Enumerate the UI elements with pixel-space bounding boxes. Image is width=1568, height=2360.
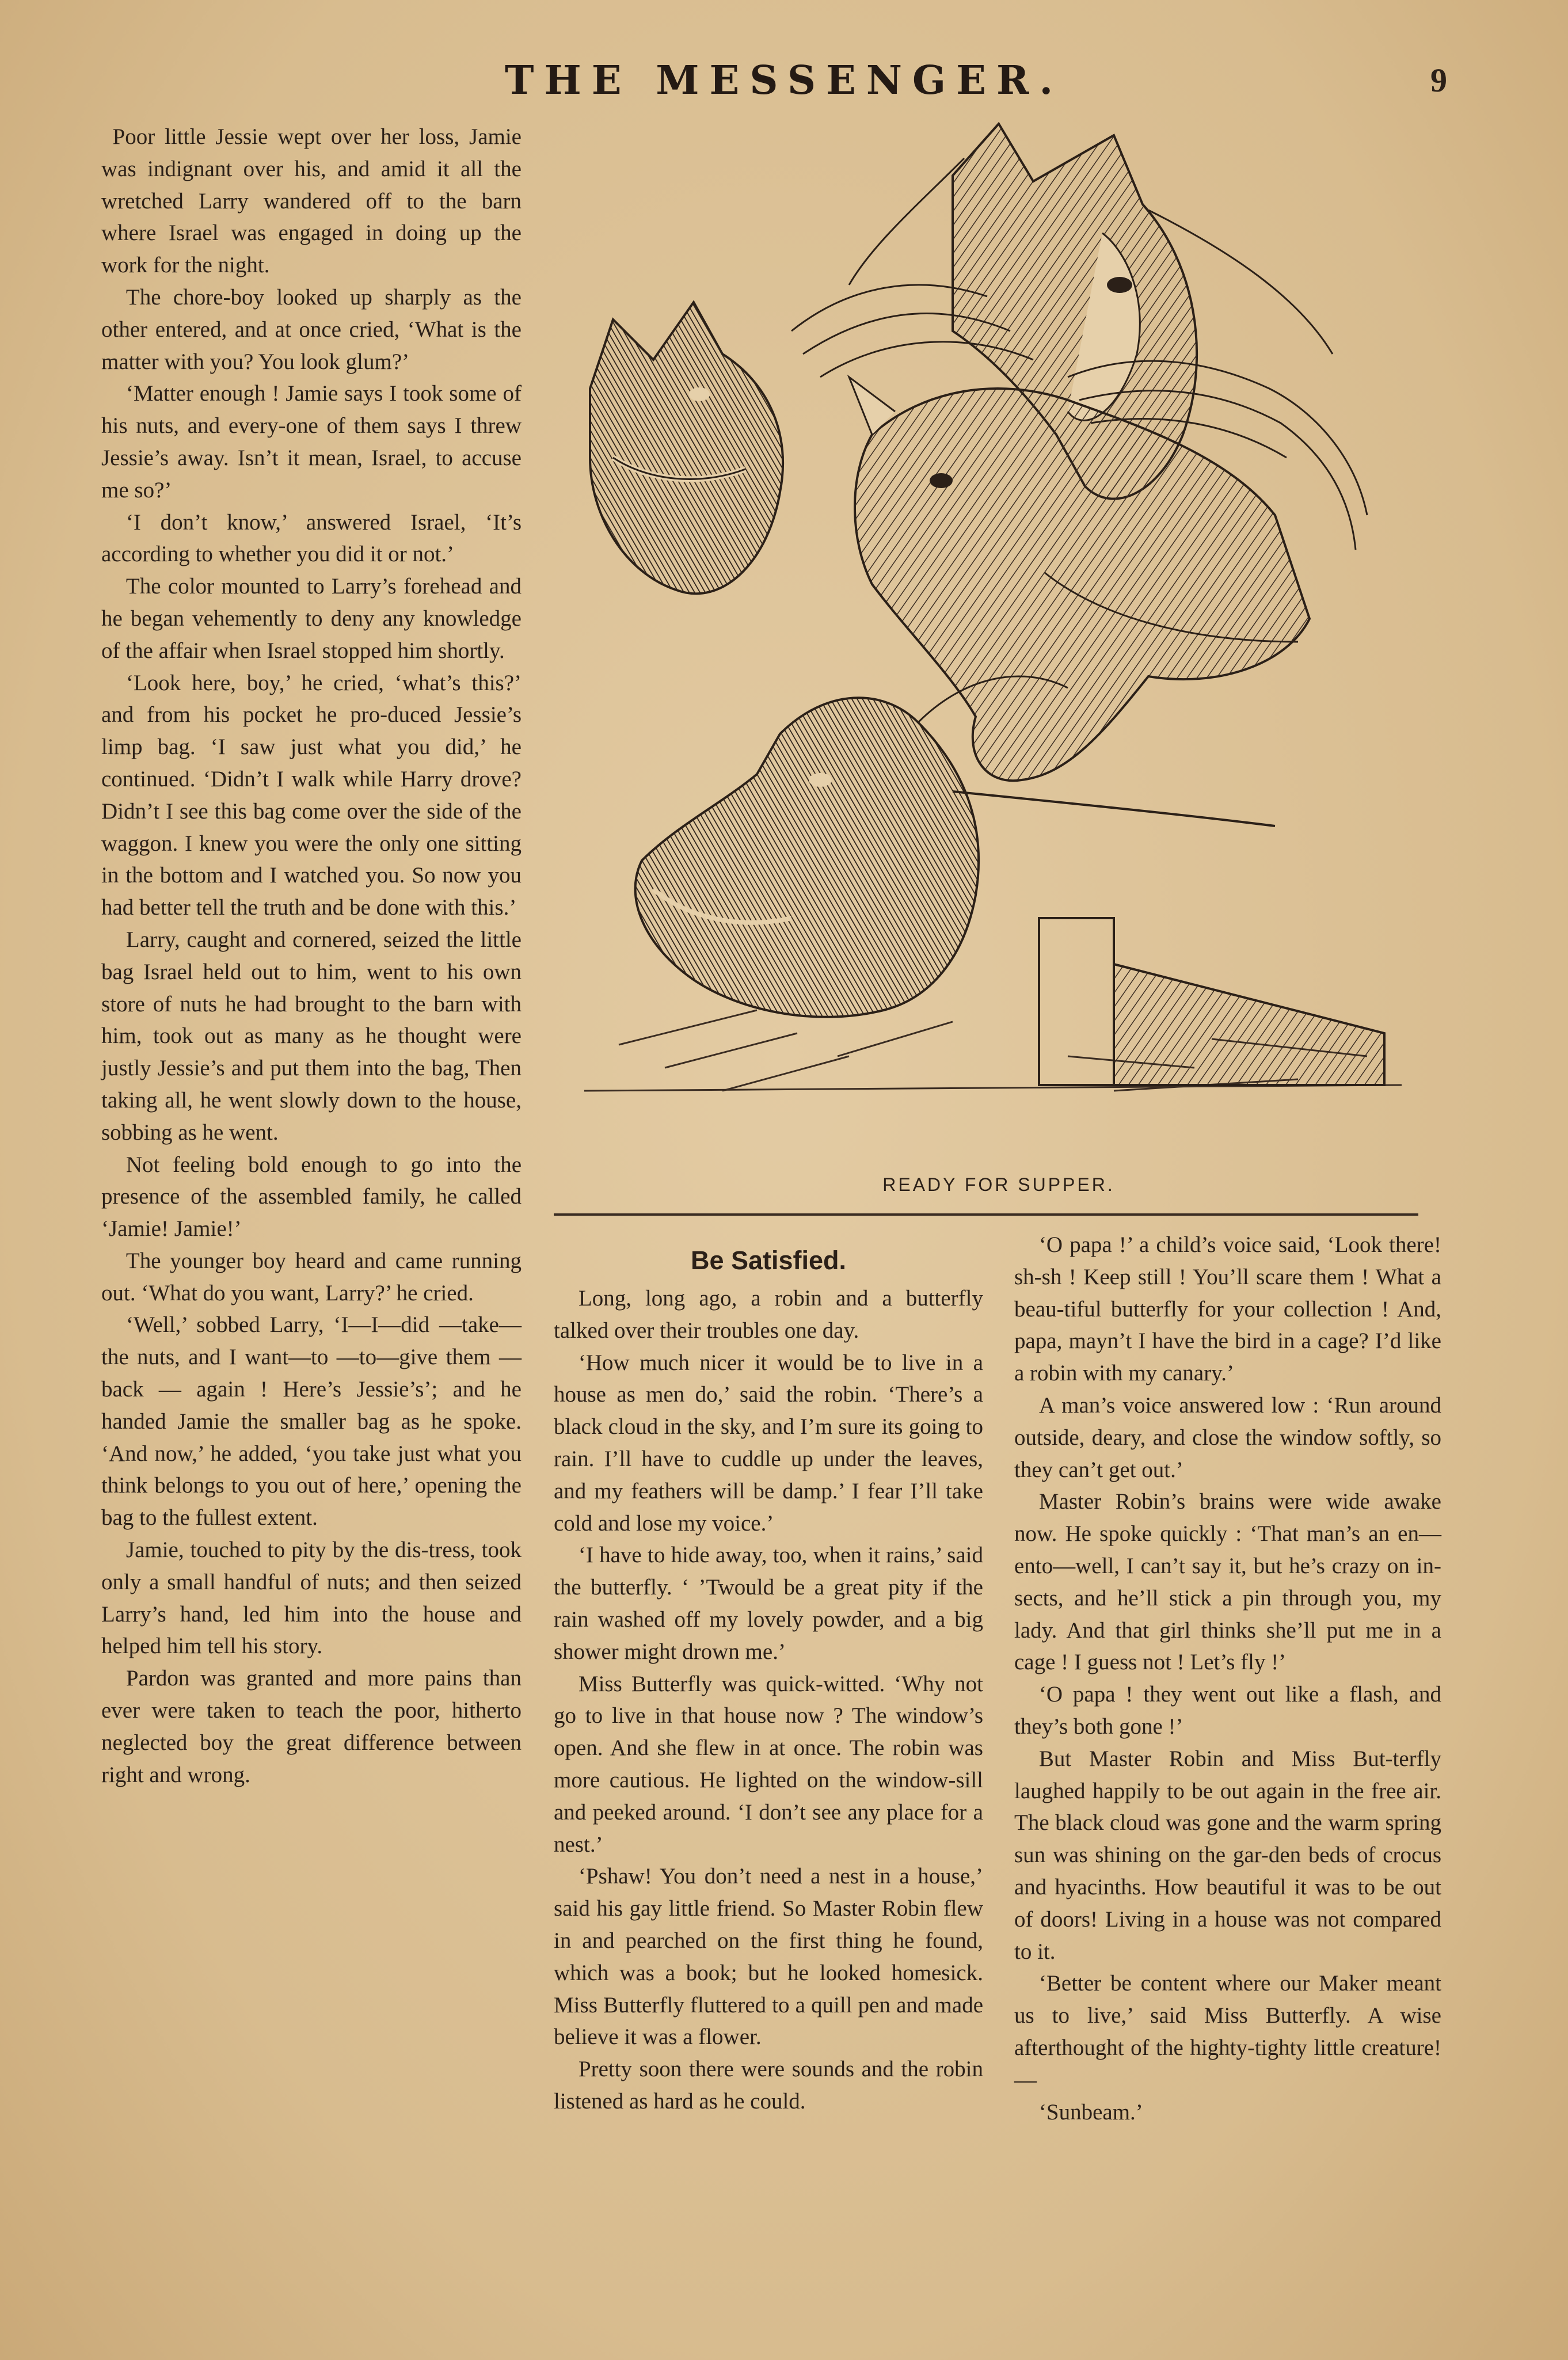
paragraph: Not feeling bold enough to go into the presence of the assembled family, he called ‘Jamie! Jamie!’ [101,1152,522,1242]
paragraph: Master Robin’s brains were wide awake now. He spoke quickly : ‘That man’s an en—ento—well, I can’t say it, but he’s crazy on in-sects, and he’ll stick a pin through you, my lady. And that girl thinks she’ll put me in a cage ! I guess not ! Let’s fly !’ [1014,1489,1441,1675]
illustration-caption: READY FOR SUPPER. [882,1174,1115,1195]
paragraph: ‘O papa !’ a child’s voice said, ‘Look there! sh-sh ! Keep still ! You’ll scare them ! What a beau-tiful butterfly for your collection ! And, papa, mayn’t I have the bird in a cage? I’d like a robin with my canary.’ [1014,1232,1441,1386]
page-number: 9 [1430,62,1447,99]
horse-head-left [590,302,783,593]
paragraph: ‘O papa ! they went out like a flash, and they’s both gone !’ [1014,1682,1441,1739]
paragraph: ‘I don’t know,’ answered Israel, ‘It’s according to whether you did it or not.’ [101,509,522,567]
middle-column [554,1243,983,2118]
right-column [1014,1229,1441,2128]
paragraph: ‘Look here, boy,’ he cried, ‘what’s this?’ and from his pocket he pro-duced Jessie’s limp bag. ‘I saw just what you did,’ he continued. ‘Didn’t I walk while Harry drove? Didn’t I see this bag come over the side of the waggon. I knew you were the only one sitting in the bottom and I watched you. So now you had better tell the truth and be done with this.’ [101,670,522,920]
paragraph: Poor little Jessie wept over her loss, Jamie was indignant over his, and amid it all the wretched Larry wandered off to the barn where Israel was engaged in doing up the work for the night. [101,124,522,278]
paragraph: The younger boy heard and came running out. ‘What do you want, Larry?’ he cried. [101,1248,522,1305]
paragraph: The color mounted to Larry’s forehead and he began vehemently to deny any knowledge of the affair when Israel stopped him shortly. [101,574,522,663]
paragraph: ‘Well,’ sobbed Larry, ‘I—I—did —take—the nuts, and I want—to —to—give them — back — again ! Here’s Jessie’s’; and he handed Jamie the smaller bag as he spoke. ‘And now,’ he added, ‘you take just what you think belongs to you out of here,’ opening the bag to the fullest extent. [101,1312,522,1531]
paragraph: ‘I have to hide away, too, when it rains,’ said the butterfly. ‘ ’Twould be a great pity if the rain washed off my lovely powder, and a big shower might drown me.’ [554,1543,983,1664]
paragraph: ‘Better be content where our Maker meant us to live,’ said Miss Butterfly. A wise afterthought of the highty-tighty little creature!— [1014,1971,1441,2092]
paragraph: The chore-boy looked up sharply as the other entered, and at once cried, ‘What is the matter with you? You look glum?’ [101,284,522,374]
story-signature: ‘Sunbeam.’ [1038,2099,1143,2125]
section-divider [554,1213,1418,1216]
paragraph: ‘How much nicer it would be to live in a house as men do,’ said the robin. ‘There’s a black cloud in the sky, and I’m sure its going to rain. I’ll have to cuddle up under the leaves, and my feathers will be damp.’ I fear I’ll take cold and lose my voice.’ [554,1350,983,1536]
paragraph: Larry, caught and cornered, seized the little bag Israel held out to him, went to his own store of nuts he had brought to the barn with him, took out as many as he thought were justly Jessie’s and put them into the bag, Then taking all, he went slowly down to the house, sobbing as he went. [101,927,522,1145]
horse-head-front [849,377,1310,781]
masthead: THE MESSENGER. [504,58,1064,104]
paragraph: Pardon was granted and more pains than ever were taken to teach the poor, hitherto neglected boy the great difference between right and wrong. [101,1666,522,1787]
paragraph: Long, long ago, a robin and a butterfly talked over their troubles one day. [554,1286,983,1343]
trough-drawing [1039,918,1384,1085]
paragraph: ‘Matter enough ! Jamie says I took some of his nuts, and every-one of them says I threw Jessie’s away. Isn’t it mean, Israel, to accuse me so?’ [101,381,522,503]
paragraph: But Master Robin and Miss But-terfly laughed happily to be out again in the free air. The black cloud was gone and the warm spring sun was shining on the gar-den beds of crocus and hyacinths. How beautiful it was to be out of doors! Living in a house was not compared to it. [1014,1746,1441,1964]
paragraph: Jamie, touched to pity by the dis-tress, took only a small handful of nuts; and then seized Larry’s hand, led him into the house and helped him tell his story. [101,1537,522,1659]
left-column [101,121,522,1791]
story-title: Be Satisfied. [690,1246,847,1275]
paragraph: Miss Butterfly was quick-witted. ‘Why not go to live in that house now ? The window’s open. And she flew in at once. The robin was more cautious. He lighted on the window-sill and peeked around. ‘I don’t see any place for a nest.’ [554,1671,983,1857]
paragraph: ‘Pshaw! You don’t need a nest in a house,’ said his gay little friend. So Master Robin flew in and pearched on the first thing he found, which was a book; but he looked homesick. Miss Butterfly fluttered to a quill pen and made believe it was a flower. [554,1864,983,2050]
paragraph: Pretty soon there were sounds and the robin listened as hard as he could. [554,2057,983,2114]
horse-head-eating [635,676,1275,1017]
horses-illustration [550,112,1448,1143]
paragraph: A man’s voice answered low : ‘Run around outside, deary, and close the window softly, so they can’t get out.’ [1014,1392,1441,1482]
